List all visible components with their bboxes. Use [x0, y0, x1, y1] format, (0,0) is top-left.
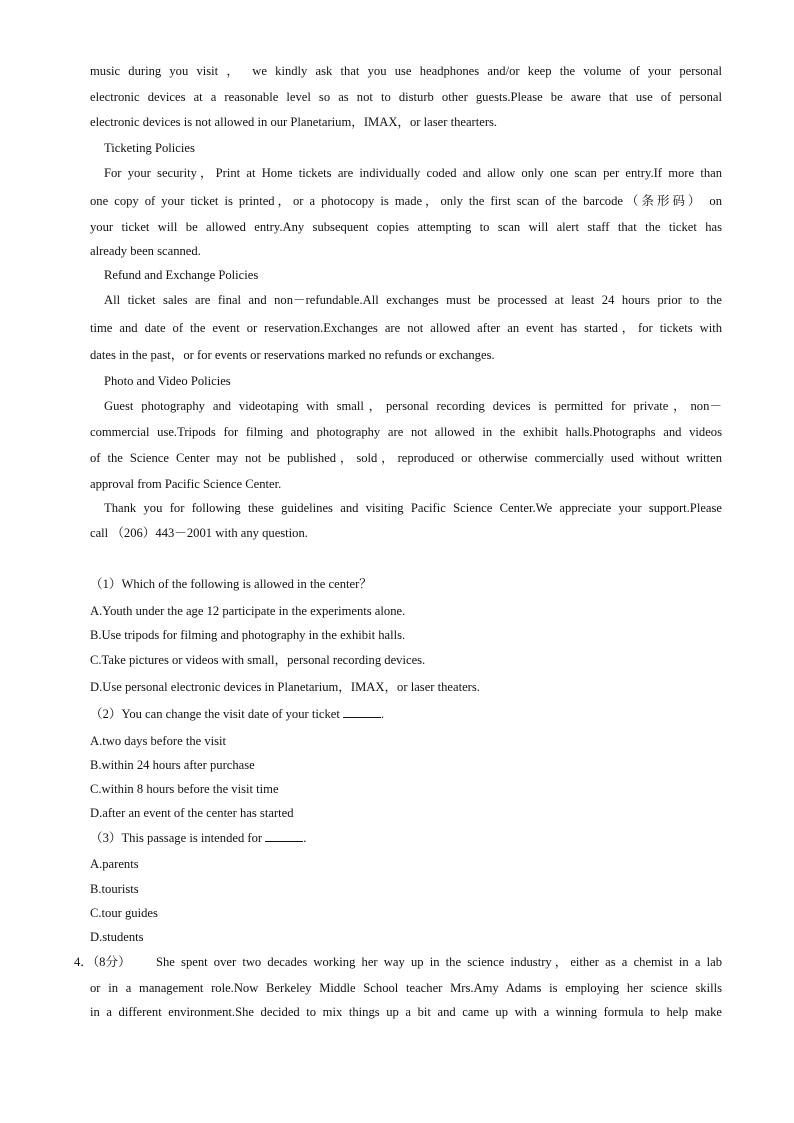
passage-line: Guest photography and videotaping with small，personal recording devices is permitted for private，non－ [104, 399, 722, 413]
question-3-stem-end: . [303, 831, 307, 845]
question-1-option-a: A.Youth under the age 12 participate in the experiments alone. [90, 604, 406, 618]
question-3-option-c: C.tour guides [90, 906, 158, 920]
question-2-stem-end: . [381, 707, 385, 721]
question-number: 4．（8分） [74, 955, 131, 969]
passage-line: one copy of your ticket is printed，or a photocopy is made，only the first scan of the barcode（条形码） on [90, 194, 722, 208]
passage-line: electronic devices at a reasonable level so as not to disturb other guests.Please be aware that use of personal [90, 90, 722, 104]
question-2-stem [90, 706, 722, 722]
question-2-option-a: A.two days before the visit [90, 734, 227, 748]
passage-line: commercial use.Tripods for filming and photography are not allowed in the exhibit halls.Photographs and videos [90, 425, 722, 439]
passage-line: electronic devices is not allowed in our Planetarium，IMAX，or laser thearters. [90, 115, 498, 129]
question-3-stem-text: （3）This passage is intended for [90, 831, 263, 845]
question-1-option-b: B.Use tripods for filming and photography in the exhibit halls. [90, 628, 406, 642]
question-1-option-c: C.Take pictures or videos with small，personal recording devices. [90, 653, 426, 667]
question-2-option-b: B.within 24 hours after purchase [90, 758, 255, 772]
passage-line: already been scanned. [90, 244, 201, 258]
passage-line: of the Science Center may not be published，sold，reproduced or otherwise commercially used without written [90, 451, 722, 465]
passage-line: approval from Pacific Science Center. [90, 477, 282, 491]
answer-blank [343, 706, 381, 718]
question-2-option-c: C.within 8 hours before the visit time [90, 782, 279, 796]
passage-line: For your security，Print at Home tickets are individually coded and allow only one scan per entry.If more than [104, 166, 722, 180]
question-3-option-a: A.parents [90, 857, 139, 871]
question-3-option-d: D.students [90, 930, 144, 944]
answer-blank [265, 830, 303, 842]
passage-line: All ticket sales are final and non－refundable.All exchanges must be processed at least 24 hours prior to the [104, 293, 722, 307]
passage-line: call （206）443－2001 with any question. [90, 526, 308, 540]
question-1-stem: （1）Which of the following is allowed in the center？ [90, 577, 372, 591]
section-heading-refund: Refund and Exchange Policies [104, 268, 259, 282]
passage-line: She spent over two decades working her way up in the science industry，either as a chemist in a lab [156, 955, 722, 969]
passage-line: music during you visit ， we kindly ask that you use headphones and/or keep the volume of your personal [90, 64, 722, 78]
passage-line: dates in the past，or for events or reservations marked no refunds or exchanges. [90, 348, 495, 362]
passage-line: time and date of the event or reservation.Exchanges are not allowed after an event has started，for tickets with [90, 321, 722, 335]
question-2-option-d: D.after an event of the center has started [90, 806, 294, 820]
section-heading-ticketing: Ticketing Policies [104, 141, 195, 155]
section-heading-photo: Photo and Video Policies [104, 374, 231, 388]
passage-line: in a different environment.She decided to mix things up a bit and came up with a winning formula to help make [90, 1005, 722, 1019]
question-3-option-b: B.tourists [90, 882, 139, 896]
passage-line: your ticket will be allowed entry.Any subsequent copies attempting to scan will alert staff that the ticket has [90, 220, 722, 234]
question-1-option-d: D.Use personal electronic devices in Planetarium，IMAX，or laser theaters. [90, 680, 480, 694]
question-2-stem-text: （2）You can change the visit date of your ticket [90, 707, 340, 721]
passage-line: Thank you for following these guidelines and visiting Pacific Science Center.We appreciate your support.Please [104, 501, 722, 515]
question-3-stem [90, 830, 722, 846]
passage-line: or in a management role.Now Berkeley Middle School teacher Mrs.Amy Adams is employing her science skills [90, 981, 722, 995]
